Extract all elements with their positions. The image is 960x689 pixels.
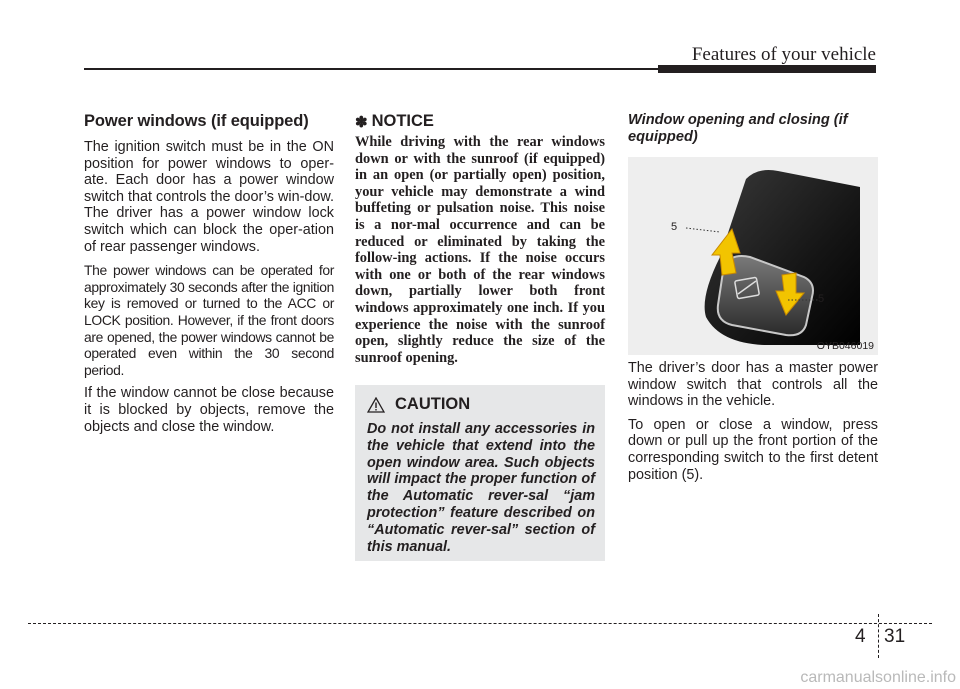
- header-title: Features of your vehicle: [691, 44, 876, 65]
- caution-body: Do not install any accessories in the vehicle that extend into the open window area. Such objects will impact the proper function of the Automatic rever-sal “jam protection” feature described on “Automatic rever-sal” section of this manual.: [367, 421, 595, 555]
- figure-label-top: 5: [671, 221, 678, 233]
- paragraph: The ignition switch must be in the ON position for power windows to oper-ate. Each door has a power window switch that controls the door’s win-dow. The driver has a power window lock switch which can block the oper-ation of rear passenger windows.: [84, 139, 334, 255]
- footer-rule: [28, 623, 932, 624]
- sub-heading: Window opening and closing (if equipped): [628, 112, 848, 145]
- warning-triangle-icon: [367, 397, 385, 413]
- notice-heading: [355, 112, 605, 131]
- page-number: 31: [884, 626, 906, 647]
- paragraph: The driver’s door has a master power window switch that controls all the windows in the vehicle.: [628, 360, 878, 410]
- notice-section: [355, 112, 605, 366]
- footer-divider: [878, 614, 879, 658]
- paragraph: If the window cannot be close because it is blocked by objects, remove the objects and close the window.: [84, 385, 334, 435]
- figure-code: OYB046019: [816, 340, 874, 352]
- window-switch-figure: [628, 157, 878, 355]
- paragraph: The power windows can be operated for approximately 30 seconds after the ignition key is removed or turned to the ACC or LOCK position. However, if the front doors are opened, the power windows cannot be operated even within the 30 second period.: [84, 262, 334, 378]
- caution-heading: [367, 395, 470, 414]
- notice-title: NOTICE: [371, 112, 434, 130]
- chapter-number: 4: [855, 626, 866, 647]
- window-switch-illustration: [628, 157, 878, 355]
- header-rule-accent: [658, 65, 876, 73]
- figure-label-bottom: 5: [818, 293, 825, 305]
- notice-body: While driving with the rear windows down or with the sunroof (if equipped) in an open (or partially open) position, your vehicle may demonstrate a wind buffeting or pulsation noise. This noise is a nor-mal occurrence and can be reduced or eliminated by taking the follow-ing actions. If the noise occurs with one or both of the rear windows down, partially lower both front windows approximately one inch. If you experience the noise with the sunroof open, slightly reduce the size of the sunroof opening.: [355, 134, 605, 366]
- caution-box: [355, 385, 605, 561]
- section-heading: Power windows (if equipped): [84, 112, 309, 130]
- notice-star-icon: ✽: [355, 113, 368, 131]
- column-power-windows: [84, 112, 334, 442]
- caution-title: CAUTION: [395, 395, 471, 413]
- header-rule: [84, 68, 660, 70]
- paragraph: To open or close a window, press down or pull up the front portion of the corresponding switch to the first detent position (5).: [628, 416, 878, 483]
- column-3-text: [628, 360, 878, 490]
- watermark: carmanualsonline.info: [800, 669, 956, 686]
